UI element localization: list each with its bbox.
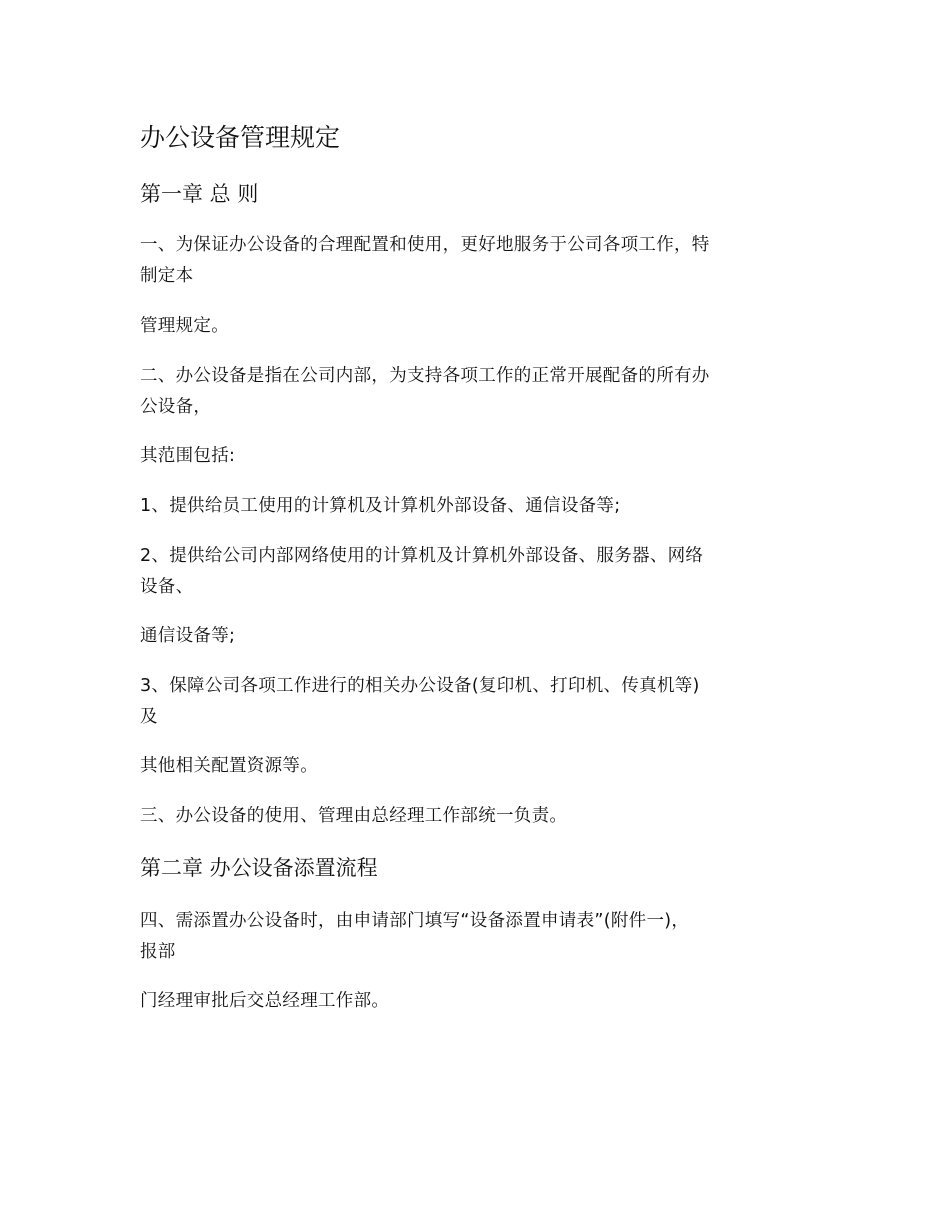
paragraph-1-line-3: 管理规定。 xyxy=(140,316,229,336)
paragraph-1-line-1: 一、为保证办公设备的合理配置和使用，更好地服务于公司各项工作，特 xyxy=(140,235,710,255)
paragraph-3: 三、办公设备的使用、管理由总经理工作部统一负责。 xyxy=(140,806,568,826)
list-item-2-line-1: 2、提供给公司内部网络使用的计算机及计算机外部设备、服务器、网络 xyxy=(140,546,704,566)
list-item-2-line-3: 通信设备等; xyxy=(140,626,236,646)
document-title: 办公设备管理规定 xyxy=(140,123,341,152)
paragraph-1-line-2: 制定本 xyxy=(140,266,194,286)
list-item-3-line-1: 3、保障公司各项工作进行的相关办公设备(复印机、打印机、传真机等) xyxy=(140,676,700,696)
list-item-2-line-2: 设备、 xyxy=(140,577,194,597)
paragraph-4-line-3: 门经理审批后交总经理工作部。 xyxy=(140,991,390,1011)
list-item-1: 1、提供给员工使用的计算机及计算机外部设备、通信设备等; xyxy=(140,496,621,516)
list-item-3-line-3: 其他相关配置资源等。 xyxy=(140,756,318,776)
paragraph-4-line-2: 报部 xyxy=(140,942,176,962)
chapter-one-heading: 第一章 总 则 xyxy=(140,182,259,206)
paragraph-2-line-1: 二、办公设备是指在公司内部，为支持各项工作的正常开展配备的所有办 xyxy=(140,366,710,386)
paragraph-4-line-1: 四、需添置办公设备时，由申请部门填写“设备添置申请表”(附件一)， xyxy=(140,911,690,931)
chapter-two-heading: 第二章 办公设备添置流程 xyxy=(140,856,378,880)
paragraph-2-line-3: 其范围包括: xyxy=(140,446,236,466)
list-item-3-line-2: 及 xyxy=(140,707,158,727)
paragraph-2-line-2: 公设备， xyxy=(140,397,212,417)
